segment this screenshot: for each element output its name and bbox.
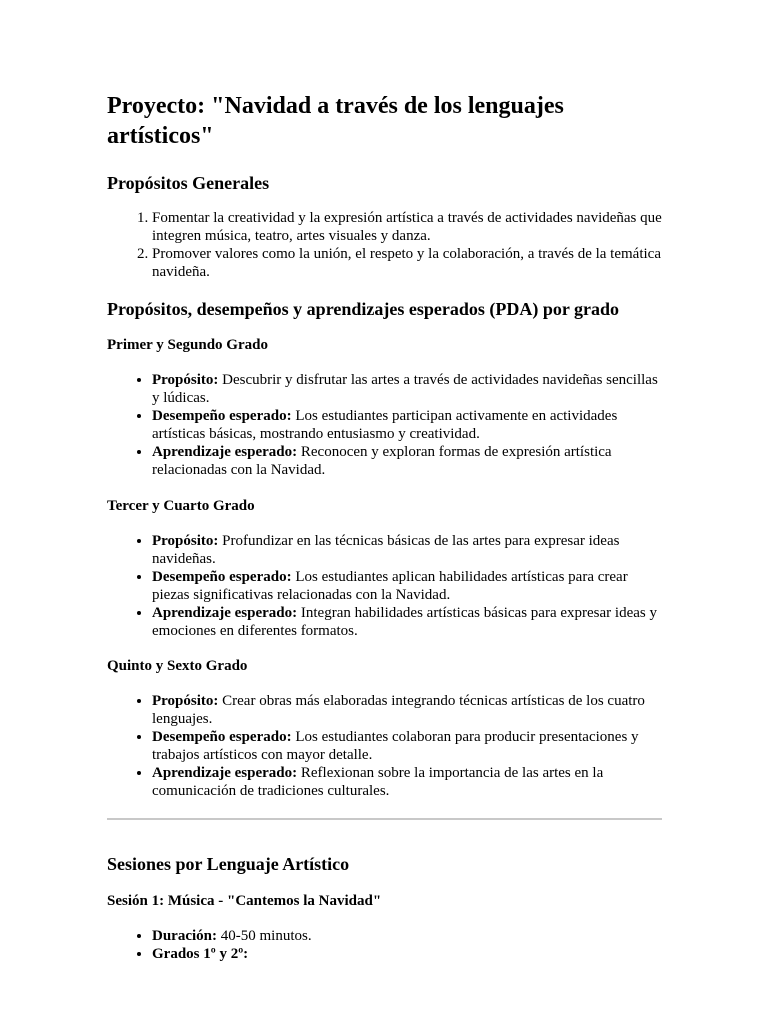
item-label: Propósito: xyxy=(152,372,219,388)
general-purposes-list xyxy=(107,209,662,281)
pda-heading: Propósitos, desempeños y aprendizajes esperados (PDA) por grado xyxy=(107,299,619,319)
item-label: Propósito: xyxy=(152,693,219,709)
item-text: Reconocen y exploran formas de expresión artística relacionadas con la Navidad. xyxy=(152,444,612,478)
list-item xyxy=(152,764,662,800)
item-label: Aprendizaje esperado: xyxy=(152,605,298,621)
item-label: Duración: xyxy=(152,928,217,944)
item-text: Descubrir y disfrutar las artes a través de actividades navideñas sencillas y lúdicas. xyxy=(152,372,658,406)
list-item xyxy=(152,568,662,604)
list-item xyxy=(152,927,662,945)
session-1-heading: Sesión 1: Música - "Cantemos la Navidad" xyxy=(107,893,382,909)
item-label: Grados 1º y 2º: xyxy=(152,946,249,962)
document-title: Proyecto: "Navidad a través de los lenguajes artísticos" xyxy=(107,93,564,149)
list-item: 1. Fomentar la creatividad y la expresión artística a través de actividades navideñas que integren música, teatro, artes visuales y danza. xyxy=(152,209,662,245)
sessions-heading: Sesiones por Lenguaje Artístico xyxy=(107,854,350,874)
item-text: Los estudiantes colaboran para producir presentaciones y trabajos artísticos con mayor detalle. xyxy=(152,729,639,763)
grade-1-2-heading: Primer y Segundo Grado xyxy=(107,337,268,353)
list-item xyxy=(152,407,662,443)
item-label: Aprendizaje esperado: xyxy=(152,444,298,460)
list-item xyxy=(152,692,662,728)
item-text: Profundizar en las técnicas básicas de las artes para expresar ideas navideñas. xyxy=(152,533,620,567)
list-item: 2. Promover valores como la unión, el respeto y la colaboración, a través de la temática navideña. xyxy=(152,245,662,281)
item-text: Los estudiantes participan activamente en actividades artísticas básicas, mostrando entusiasmo y creatividad. xyxy=(152,408,618,442)
item-text: Crear obras más elaboradas integrando técnicas artísticas de los cuatro lenguajes. xyxy=(152,693,645,727)
grade-1-2-list xyxy=(107,371,662,479)
general-purposes-heading: Propósitos Generales xyxy=(107,173,270,193)
grade-5-6-list xyxy=(107,692,662,800)
list-item xyxy=(152,945,662,963)
grade-3-4-heading: Tercer y Cuarto Grado xyxy=(107,498,255,514)
session-1-list xyxy=(107,927,662,963)
list-item xyxy=(152,443,662,479)
section-divider xyxy=(107,818,662,820)
item-label: Propósito: xyxy=(152,533,219,549)
list-item xyxy=(152,532,662,568)
grade-5-6-heading: Quinto y Sexto Grado xyxy=(107,658,248,674)
list-item xyxy=(152,371,662,407)
list-item xyxy=(152,728,662,764)
item-label: Desempeño esperado: xyxy=(152,569,292,585)
list-item xyxy=(152,604,662,640)
item-text: Reflexionan sobre la importancia de las artes en la comunicación de tradiciones culturales. xyxy=(152,765,604,799)
item-text: Los estudiantes aplican habilidades artísticas para crear piezas significativas relacionadas con la Navidad. xyxy=(152,569,628,603)
item-text: 40-50 minutos. xyxy=(217,928,312,944)
item-label: Aprendizaje esperado: xyxy=(152,765,298,781)
grade-3-4-list xyxy=(107,532,662,640)
item-label: Desempeño esperado: xyxy=(152,729,292,745)
item-label: Desempeño esperado: xyxy=(152,408,292,424)
item-text: Integran habilidades artísticas básicas para expresar ideas y emociones en diferentes formatos. xyxy=(152,605,657,639)
